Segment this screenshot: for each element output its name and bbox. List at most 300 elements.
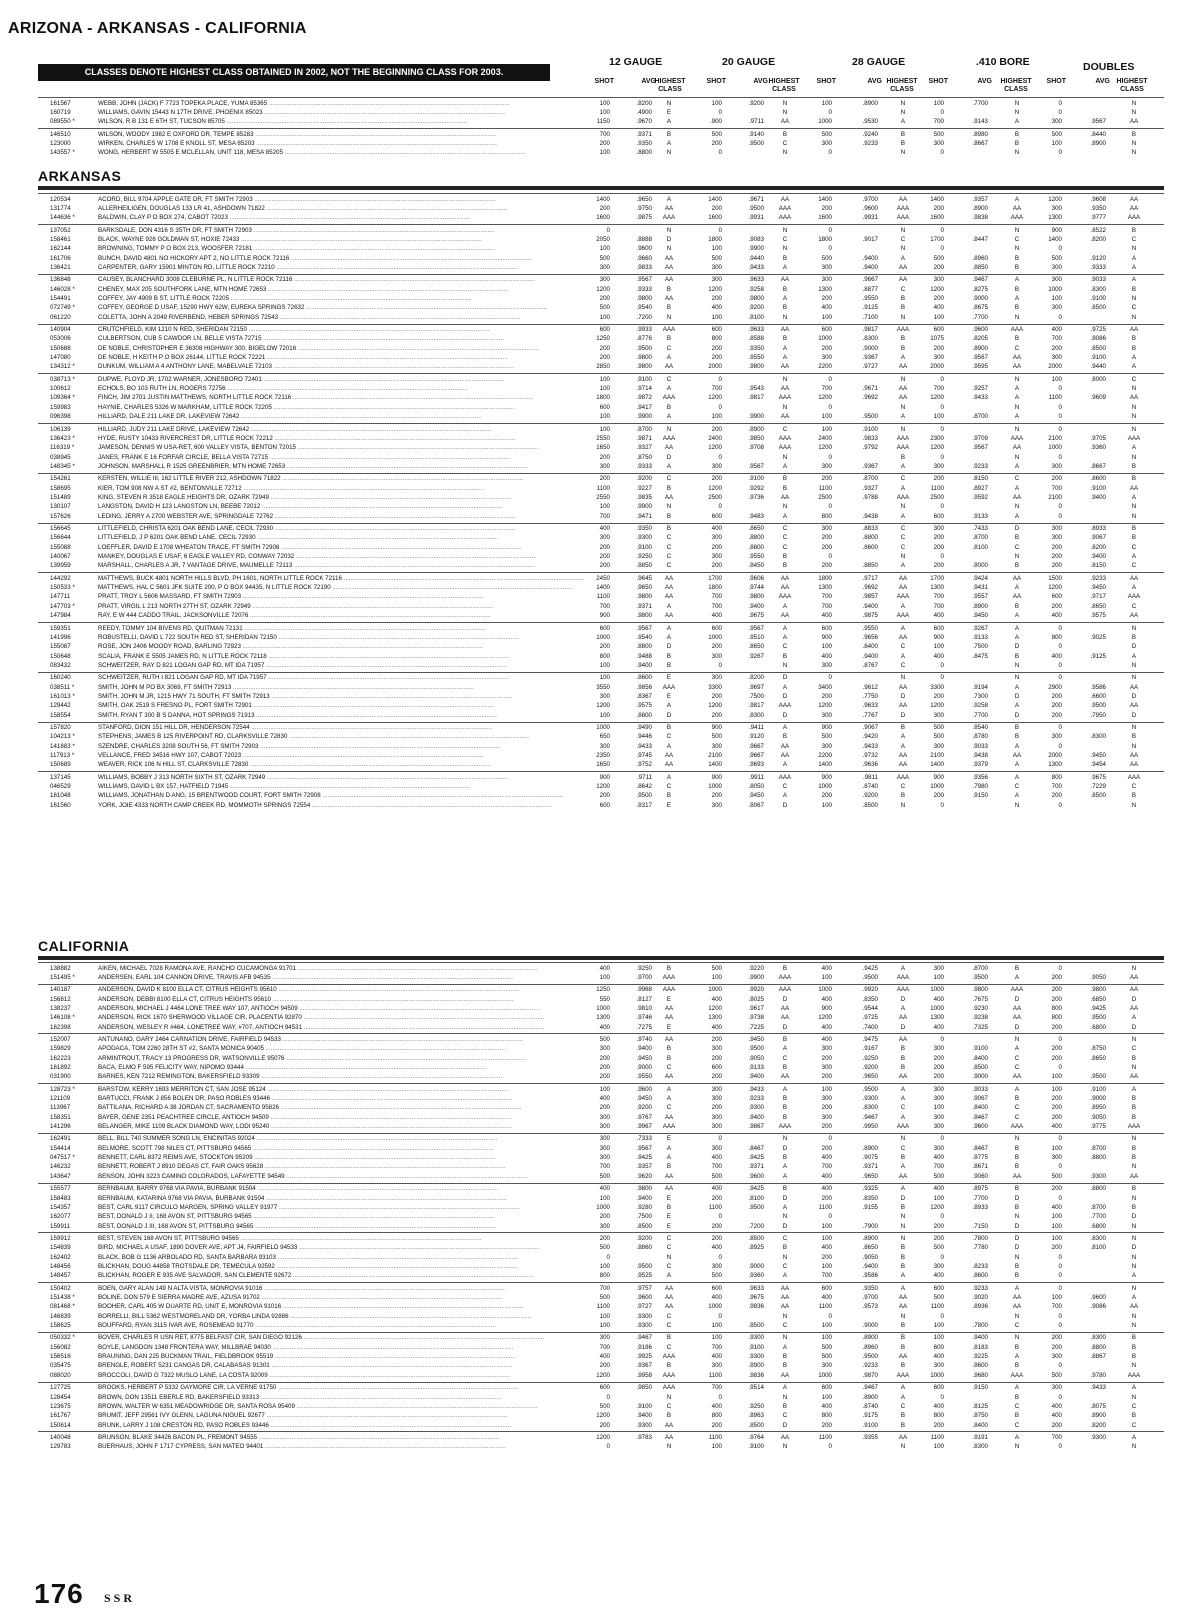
stat-avg: .8700 xyxy=(1090,1203,1106,1211)
stat-shot: 1000 xyxy=(596,1004,610,1012)
member-row xyxy=(38,108,1164,117)
stat-class: N xyxy=(1131,1284,1137,1292)
stat-shot: 1400 xyxy=(930,195,944,203)
stat-class: B xyxy=(1131,525,1137,533)
stat-shot: 1000 xyxy=(708,1303,722,1311)
stat-shot: 1100 xyxy=(1048,394,1062,402)
stat-class: N xyxy=(900,1234,906,1242)
stat-avg: .9967 xyxy=(636,1123,652,1131)
stat-shot: 400 xyxy=(821,995,832,1003)
stat-shot: 900 xyxy=(821,773,832,781)
stat-avg: .9968 xyxy=(636,986,652,994)
stat-avg: .9367 xyxy=(862,462,878,470)
stat-shot: 1000 xyxy=(818,783,832,791)
stat-shot: 400 xyxy=(933,652,944,660)
stat-class: C xyxy=(782,1054,788,1062)
leader-dots: ............................................................................................................................................ xyxy=(296,964,539,972)
stat-shot: 600 xyxy=(599,801,610,809)
stat-avg: .9744 xyxy=(748,584,764,592)
stat-class: AA xyxy=(780,584,790,592)
member-name-address xyxy=(98,139,616,148)
member-row xyxy=(38,474,1164,483)
leader-dots: ............................................................................................................................................ xyxy=(252,195,496,203)
stat-class: A xyxy=(900,964,906,972)
stat-class: N xyxy=(900,1222,906,1230)
stat-avg: .8671 xyxy=(972,1163,988,1171)
stat-class: N xyxy=(900,1312,906,1320)
stat-shot: 500 xyxy=(711,130,722,138)
stat-shot: 200 xyxy=(933,1222,944,1230)
member-row xyxy=(38,1184,1164,1193)
stat-class: C xyxy=(782,1322,788,1330)
stat-class: C xyxy=(782,235,788,243)
member-group xyxy=(38,962,1164,983)
stat-class: A xyxy=(900,462,906,470)
stat-shot: 500 xyxy=(933,130,944,138)
stat-class: B xyxy=(666,724,672,732)
stat-avg: .9595 xyxy=(972,363,988,371)
stat-class: B xyxy=(666,661,672,669)
stat-avg: .9736 xyxy=(748,493,764,501)
stat-avg: .9333 xyxy=(636,462,652,470)
leader-dots: ............................................................................................................................................ xyxy=(330,584,574,592)
leader-dots: ............................................................................................................................................ xyxy=(267,1371,511,1379)
stat-shot: 0 xyxy=(1058,1312,1062,1320)
leader-dots: ............................................................................................................................................ xyxy=(264,661,507,669)
stat-shot: 2000 xyxy=(1048,363,1062,371)
stat-avg: .9725 xyxy=(862,1014,878,1022)
stat-shot: 1650 xyxy=(596,444,610,452)
stat-shot: 100 xyxy=(599,661,610,669)
stat-shot: 200 xyxy=(711,1421,722,1429)
stat-class: AA xyxy=(664,1433,674,1441)
member-name-text: CHENEY, MAX 205 SOUTHFORK LANE, MTN HOME 72653 xyxy=(98,285,267,293)
member-name-address xyxy=(98,443,616,452)
stat-shot: 0 xyxy=(940,1312,944,1320)
stat-shot: 0 xyxy=(828,1443,832,1451)
stat-shot: 200 xyxy=(599,543,610,551)
stat-avg: .9911 xyxy=(748,773,764,781)
leader-dots: ............................................................................................................................................ xyxy=(268,493,512,501)
stat-class: D xyxy=(782,1421,788,1429)
stat-class: AA xyxy=(898,752,908,760)
stat-avg: .9100 xyxy=(636,375,652,383)
stat-class: A xyxy=(900,254,906,262)
stat-shot: 400 xyxy=(821,1402,832,1410)
stat-avg: .9233 xyxy=(1090,574,1106,582)
stat-class: B xyxy=(782,1104,788,1112)
member-name-address xyxy=(98,1222,616,1231)
stat-avg: .8400 xyxy=(972,1054,988,1062)
stat-avg: .9067 xyxy=(862,724,878,732)
stat-shot: 1200 xyxy=(708,1004,722,1012)
member-name-address xyxy=(98,425,616,434)
stat-class: AA xyxy=(664,1294,674,1302)
stat-shot: 200 xyxy=(599,553,610,561)
stat-class: AA xyxy=(664,1284,674,1292)
member-row xyxy=(38,1212,1164,1221)
stat-class: N xyxy=(666,1253,672,1261)
stat-class: C xyxy=(782,1234,788,1242)
stat-class: AA xyxy=(780,326,790,334)
stat-class: AAA xyxy=(778,986,792,994)
stat-shot: 0 xyxy=(1058,801,1062,809)
leader-dots: ............................................................................................................................................ xyxy=(264,1194,507,1202)
stat-class: AA xyxy=(898,1294,908,1302)
stat-class: E xyxy=(666,692,672,700)
stat-class: N xyxy=(1131,1135,1137,1143)
stat-shot: 700 xyxy=(711,593,722,601)
stat-class: B xyxy=(666,1412,672,1420)
stat-class: C xyxy=(666,1262,672,1270)
stat-shot: 0 xyxy=(828,1312,832,1320)
member-id: 161048 xyxy=(50,792,71,800)
stat-shot: 0 xyxy=(940,503,944,511)
member-name-text: DE NOBLE, CHRISTOPHER E 36308 HIGHWAY 300, BIGELOW 72016 xyxy=(98,344,297,352)
stat-class: AA xyxy=(898,263,908,271)
stat-shot: 0 xyxy=(940,425,944,433)
stat-shot: 2350 xyxy=(596,752,610,760)
stat-shot: 200 xyxy=(1051,1113,1062,1121)
stat-shot: 0 xyxy=(828,245,832,253)
member-id: 146108 * xyxy=(50,1014,75,1022)
stat-class: AAA xyxy=(896,444,910,452)
stat-shot: 900 xyxy=(711,724,722,732)
stat-class: AA xyxy=(780,752,790,760)
stat-shot: 300 xyxy=(1051,525,1062,533)
stat-shot: 700 xyxy=(599,512,610,520)
stat-class: AA xyxy=(780,1284,790,1292)
stat-avg: .8750 xyxy=(972,1412,988,1420)
stat-shot: 0 xyxy=(940,403,944,411)
stat-shot: 900 xyxy=(821,1004,832,1012)
stat-shot: 700 xyxy=(1051,484,1062,492)
leader-dots: ............................................................................................................................................ xyxy=(304,304,547,312)
stat-shot: 2850 xyxy=(596,363,610,371)
stat-class: C xyxy=(666,733,672,741)
stat-avg: .9431 xyxy=(972,584,988,592)
stat-avg: .8700 xyxy=(972,964,988,972)
stat-shot: 100 xyxy=(599,1312,610,1320)
stat-class: AA xyxy=(780,118,790,126)
stat-avg: .9400 xyxy=(636,661,652,669)
member-name-address xyxy=(98,1035,616,1044)
member-id: 148345 * xyxy=(50,462,75,470)
stat-shot: 200 xyxy=(711,475,722,483)
stat-shot: 200 xyxy=(1051,692,1062,700)
stat-avg: .8740 xyxy=(862,783,878,791)
stat-class: A xyxy=(1014,702,1020,710)
member-name-text: COFFEY, GEORGE D USAF, 15290 HWY 62W, EUREKA SPRINGS 72632 xyxy=(98,304,305,312)
member-row xyxy=(38,1284,1164,1293)
stat-class: N xyxy=(900,99,906,107)
stat-shot: 200 xyxy=(821,1123,832,1131)
member-row xyxy=(38,1044,1164,1053)
stat-shot: 2900 xyxy=(1048,683,1062,691)
stat-shot: 300 xyxy=(821,263,832,271)
member-row xyxy=(38,602,1164,611)
stat-class: N xyxy=(1131,661,1137,669)
stat-shot: 0 xyxy=(828,453,832,461)
stat-shot: 0 xyxy=(940,661,944,669)
member-id: 106139 xyxy=(50,425,71,433)
stat-shot: 400 xyxy=(933,1402,944,1410)
stat-class: N xyxy=(782,661,788,669)
stat-class: B xyxy=(666,285,672,293)
stat-avg: .8600 xyxy=(972,1272,988,1280)
stat-class: E xyxy=(666,1222,672,1230)
stat-class: B xyxy=(1131,633,1137,641)
stat-class: N xyxy=(900,801,906,809)
stat-class: A xyxy=(1014,195,1020,203)
stat-avg: .9440 xyxy=(1090,363,1106,371)
member-id: 081468 * xyxy=(50,1303,75,1311)
member-row xyxy=(38,524,1164,533)
stat-avg: .6600 xyxy=(1090,692,1106,700)
member-row xyxy=(38,1312,1164,1321)
stat-class: D xyxy=(1131,1213,1137,1221)
stat-class: AA xyxy=(664,1172,674,1180)
member-group xyxy=(38,373,1164,422)
stat-class: B xyxy=(782,285,788,293)
stat-class: A xyxy=(1014,792,1020,800)
member-name-address xyxy=(98,611,616,620)
stat-class: C xyxy=(1131,1421,1137,1429)
member-row xyxy=(38,1433,1164,1442)
member-name-address xyxy=(98,1113,616,1122)
stat-class: AAA xyxy=(896,204,910,212)
stat-avg: .9371 xyxy=(862,1163,878,1171)
stat-class: C xyxy=(1014,1063,1020,1071)
member-id: 113967 xyxy=(50,1104,71,1112)
stat-class: D xyxy=(782,1144,788,1152)
stat-class: D xyxy=(782,1222,788,1230)
leader-dots: ............................................................................................................................................ xyxy=(264,1412,508,1420)
stat-shot: 200 xyxy=(821,1054,832,1062)
member-group xyxy=(38,128,1164,158)
stat-class: A xyxy=(666,1085,672,1093)
member-row xyxy=(38,611,1164,620)
member-row xyxy=(38,1013,1164,1022)
stat-class: C xyxy=(666,475,672,483)
stat-shot: 200 xyxy=(821,692,832,700)
stat-shot: 1300 xyxy=(930,1014,944,1022)
stat-shot: 200 xyxy=(821,792,832,800)
stat-avg: .9357 xyxy=(636,1163,652,1171)
member-name-text: BOYLE, LANGDON 1348 FRONTERA WAY, MILLBRAE 94030 xyxy=(98,1343,271,1351)
stat-shot: 400 xyxy=(821,612,832,620)
stat-avg: .8750 xyxy=(1090,1045,1106,1053)
stat-shot: 400 xyxy=(1051,652,1062,660)
stat-avg: .9600 xyxy=(636,1085,652,1093)
stat-class: N xyxy=(900,149,906,157)
stat-avg: .9609 xyxy=(1090,394,1106,402)
member-name-address xyxy=(98,1383,616,1392)
stat-avg: .8900 xyxy=(1090,139,1106,147)
member-id: 150402 xyxy=(50,1284,71,1292)
member-name-address xyxy=(98,624,616,633)
stat-class: A xyxy=(782,633,788,641)
stat-shot: 100 xyxy=(599,108,610,116)
stat-shot: 100 xyxy=(599,425,610,433)
member-row xyxy=(38,353,1164,362)
stat-class: AA xyxy=(780,1073,790,1081)
member-name-address xyxy=(98,1234,616,1243)
member-id: 047517 * xyxy=(50,1154,75,1162)
stat-shot: 500 xyxy=(711,1172,722,1180)
stat-class: AA xyxy=(1012,363,1022,371)
stat-avg: .9950 xyxy=(862,1123,878,1131)
stat-class: B xyxy=(1014,335,1020,343)
leader-dots: ............................................................................................................................................ xyxy=(241,752,484,760)
stat-class: D xyxy=(1014,1234,1020,1242)
stat-class: AA xyxy=(898,1073,908,1081)
member-id: 136848 xyxy=(50,276,71,284)
stat-class: AAA xyxy=(1127,773,1141,781)
member-name-address xyxy=(98,1243,616,1252)
stat-avg: .9600 xyxy=(636,245,652,253)
stat-avg: .8800 xyxy=(1090,1154,1106,1162)
member-row xyxy=(38,1253,1164,1262)
stat-shot: 200 xyxy=(599,1213,610,1221)
stat-shot: 700 xyxy=(1051,783,1062,791)
stat-shot: 400 xyxy=(933,304,944,312)
stat-shot: 1400 xyxy=(818,195,832,203)
stat-avg: .8600 xyxy=(862,543,878,551)
stat-class: AAA xyxy=(778,973,792,981)
stat-class: N xyxy=(1014,245,1020,253)
stat-avg: .9667 xyxy=(748,752,764,760)
stat-class: N xyxy=(782,226,788,234)
stat-class: B xyxy=(1014,139,1020,147)
stat-class: B xyxy=(782,1063,788,1071)
stat-avg: .9425 xyxy=(1090,1004,1106,1012)
stat-shot: 300 xyxy=(1051,462,1062,470)
stat-avg: .9660 xyxy=(636,254,652,262)
member-row xyxy=(38,1194,1164,1203)
member-name-text: JANES, FRANK E 16 FORFAR CIRCLE, BELLA VISTA 72715 xyxy=(98,453,269,461)
member-row xyxy=(38,773,1164,782)
stat-avg: .8800 xyxy=(748,534,764,542)
stat-avg: .7700 xyxy=(972,1194,988,1202)
stat-avg: .9550 xyxy=(748,553,764,561)
member-id: 129783 xyxy=(50,1443,71,1451)
stat-avg: .9467 xyxy=(862,1384,878,1392)
stat-shot: 200 xyxy=(933,1063,944,1071)
stat-shot: 300 xyxy=(933,1095,944,1103)
stat-avg: .9425 xyxy=(636,1154,652,1162)
stat-avg: .9483 xyxy=(748,512,764,520)
stat-class: B xyxy=(900,1262,906,1270)
stat-shot: 700 xyxy=(933,1163,944,1171)
stat-class: N xyxy=(1131,99,1137,107)
stat-avg: .9433 xyxy=(862,742,878,750)
stat-class: C xyxy=(782,1412,788,1420)
stat-avg: .8317 xyxy=(636,801,652,809)
stat-class: AAA xyxy=(662,1384,676,1392)
stat-class: C xyxy=(666,1063,672,1071)
stat-shot: 300 xyxy=(933,964,944,972)
stat-avg: .9350 xyxy=(636,525,652,533)
stat-shot: 1000 xyxy=(818,1371,832,1379)
stat-avg: .9567 xyxy=(636,276,652,284)
stat-avg: .9500 xyxy=(748,204,764,212)
member-name-text: LANGSTON, DAVID H 123 LANGSTON LN, BEEBE 72012 xyxy=(98,503,261,511)
stat-avg: .9327 xyxy=(636,444,652,452)
stat-avg: .8800 xyxy=(1090,1343,1106,1351)
member-row xyxy=(38,732,1164,741)
member-name-text: ANDERSON, DEBBI 8100 ELLA CT, CITRUS HEIGHTS 95610 xyxy=(98,995,271,1003)
stat-avg: .9800 xyxy=(636,294,652,302)
stat-class: AAA xyxy=(778,773,792,781)
stat-class: B xyxy=(1131,1185,1137,1193)
stat-avg: .9025 xyxy=(1090,633,1106,641)
leader-dots: ............................................................................................................................................ xyxy=(273,1353,516,1361)
stat-avg: .9800 xyxy=(1090,986,1106,994)
stat-class: A xyxy=(1014,773,1020,781)
stat-avg: .9567 xyxy=(636,624,652,632)
stat-class: AA xyxy=(898,584,908,592)
stat-shot: 500 xyxy=(933,254,944,262)
member-group xyxy=(38,423,1164,472)
stat-shot: 550 xyxy=(599,995,610,1003)
stat-class: B xyxy=(782,1185,788,1193)
stat-avg: .9692 xyxy=(862,394,878,402)
stat-class: N xyxy=(1014,1312,1020,1320)
stat-avg: .8850 xyxy=(972,263,988,271)
stat-avg: .8900 xyxy=(862,1144,878,1152)
stat-class: AA xyxy=(780,742,790,750)
member-name-address xyxy=(98,552,616,561)
stat-class: AA xyxy=(898,1014,908,1022)
member-name-text: BLICKHAN, DOUG 44858 TROTSDALE DR, TEMECULA 92592 xyxy=(98,1262,275,1270)
member-id: 038511 * xyxy=(50,683,75,691)
stat-shot: 300 xyxy=(1051,204,1062,212)
stat-class: AAA xyxy=(662,986,676,994)
member-id: 151438 * xyxy=(50,1294,75,1302)
footer-label: SSR xyxy=(104,1591,136,1605)
member-row xyxy=(38,1113,1164,1122)
stat-shot: 1300 xyxy=(1048,761,1062,769)
member-row xyxy=(38,204,1164,213)
stat-class: D xyxy=(782,801,788,809)
member-id: 161013 * xyxy=(50,692,75,700)
member-name-text: ROBUSTELLI, DAVID L 722 SOUTH RED ST, SHERIDAN 72150 xyxy=(98,633,277,641)
stat-avg: .9133 xyxy=(972,633,988,641)
stat-shot: 100 xyxy=(599,711,610,719)
stat-shot: 1200 xyxy=(930,444,944,452)
stat-class: AA xyxy=(1129,204,1139,212)
member-name-text: BORRELLI, BILL 5362 WESTMORELAND DR, YORBA LINDA 92886 xyxy=(98,1312,289,1320)
stat-class: B xyxy=(900,453,906,461)
leader-dots: ............................................................................................................................................ xyxy=(241,593,484,601)
stat-avg: .9567 xyxy=(972,444,988,452)
stat-shot: 2500 xyxy=(930,493,944,501)
stat-avg: .8650 xyxy=(1090,1054,1106,1062)
stat-avg: .9327 xyxy=(862,484,878,492)
stat-shot: 0 xyxy=(940,1253,944,1261)
member-name-text: DE NOBLE, H KEITH P O BOX 26144, LITTLE ROCK 72221 xyxy=(98,354,266,362)
stat-shot: 300 xyxy=(821,661,832,669)
stat-shot: 600 xyxy=(933,1343,944,1351)
stat-shot: 100 xyxy=(933,413,944,421)
member-name-address xyxy=(98,1352,616,1361)
stat-avg: .9757 xyxy=(636,1284,652,1292)
member-name-text: WEAVER, RICK 106 N HILL ST, CLARKSVILLE 72830 xyxy=(98,761,249,769)
stat-shot: 1300 xyxy=(1048,214,1062,222)
member-id: 155088 xyxy=(50,543,71,551)
stat-shot: 0 xyxy=(1058,742,1062,750)
